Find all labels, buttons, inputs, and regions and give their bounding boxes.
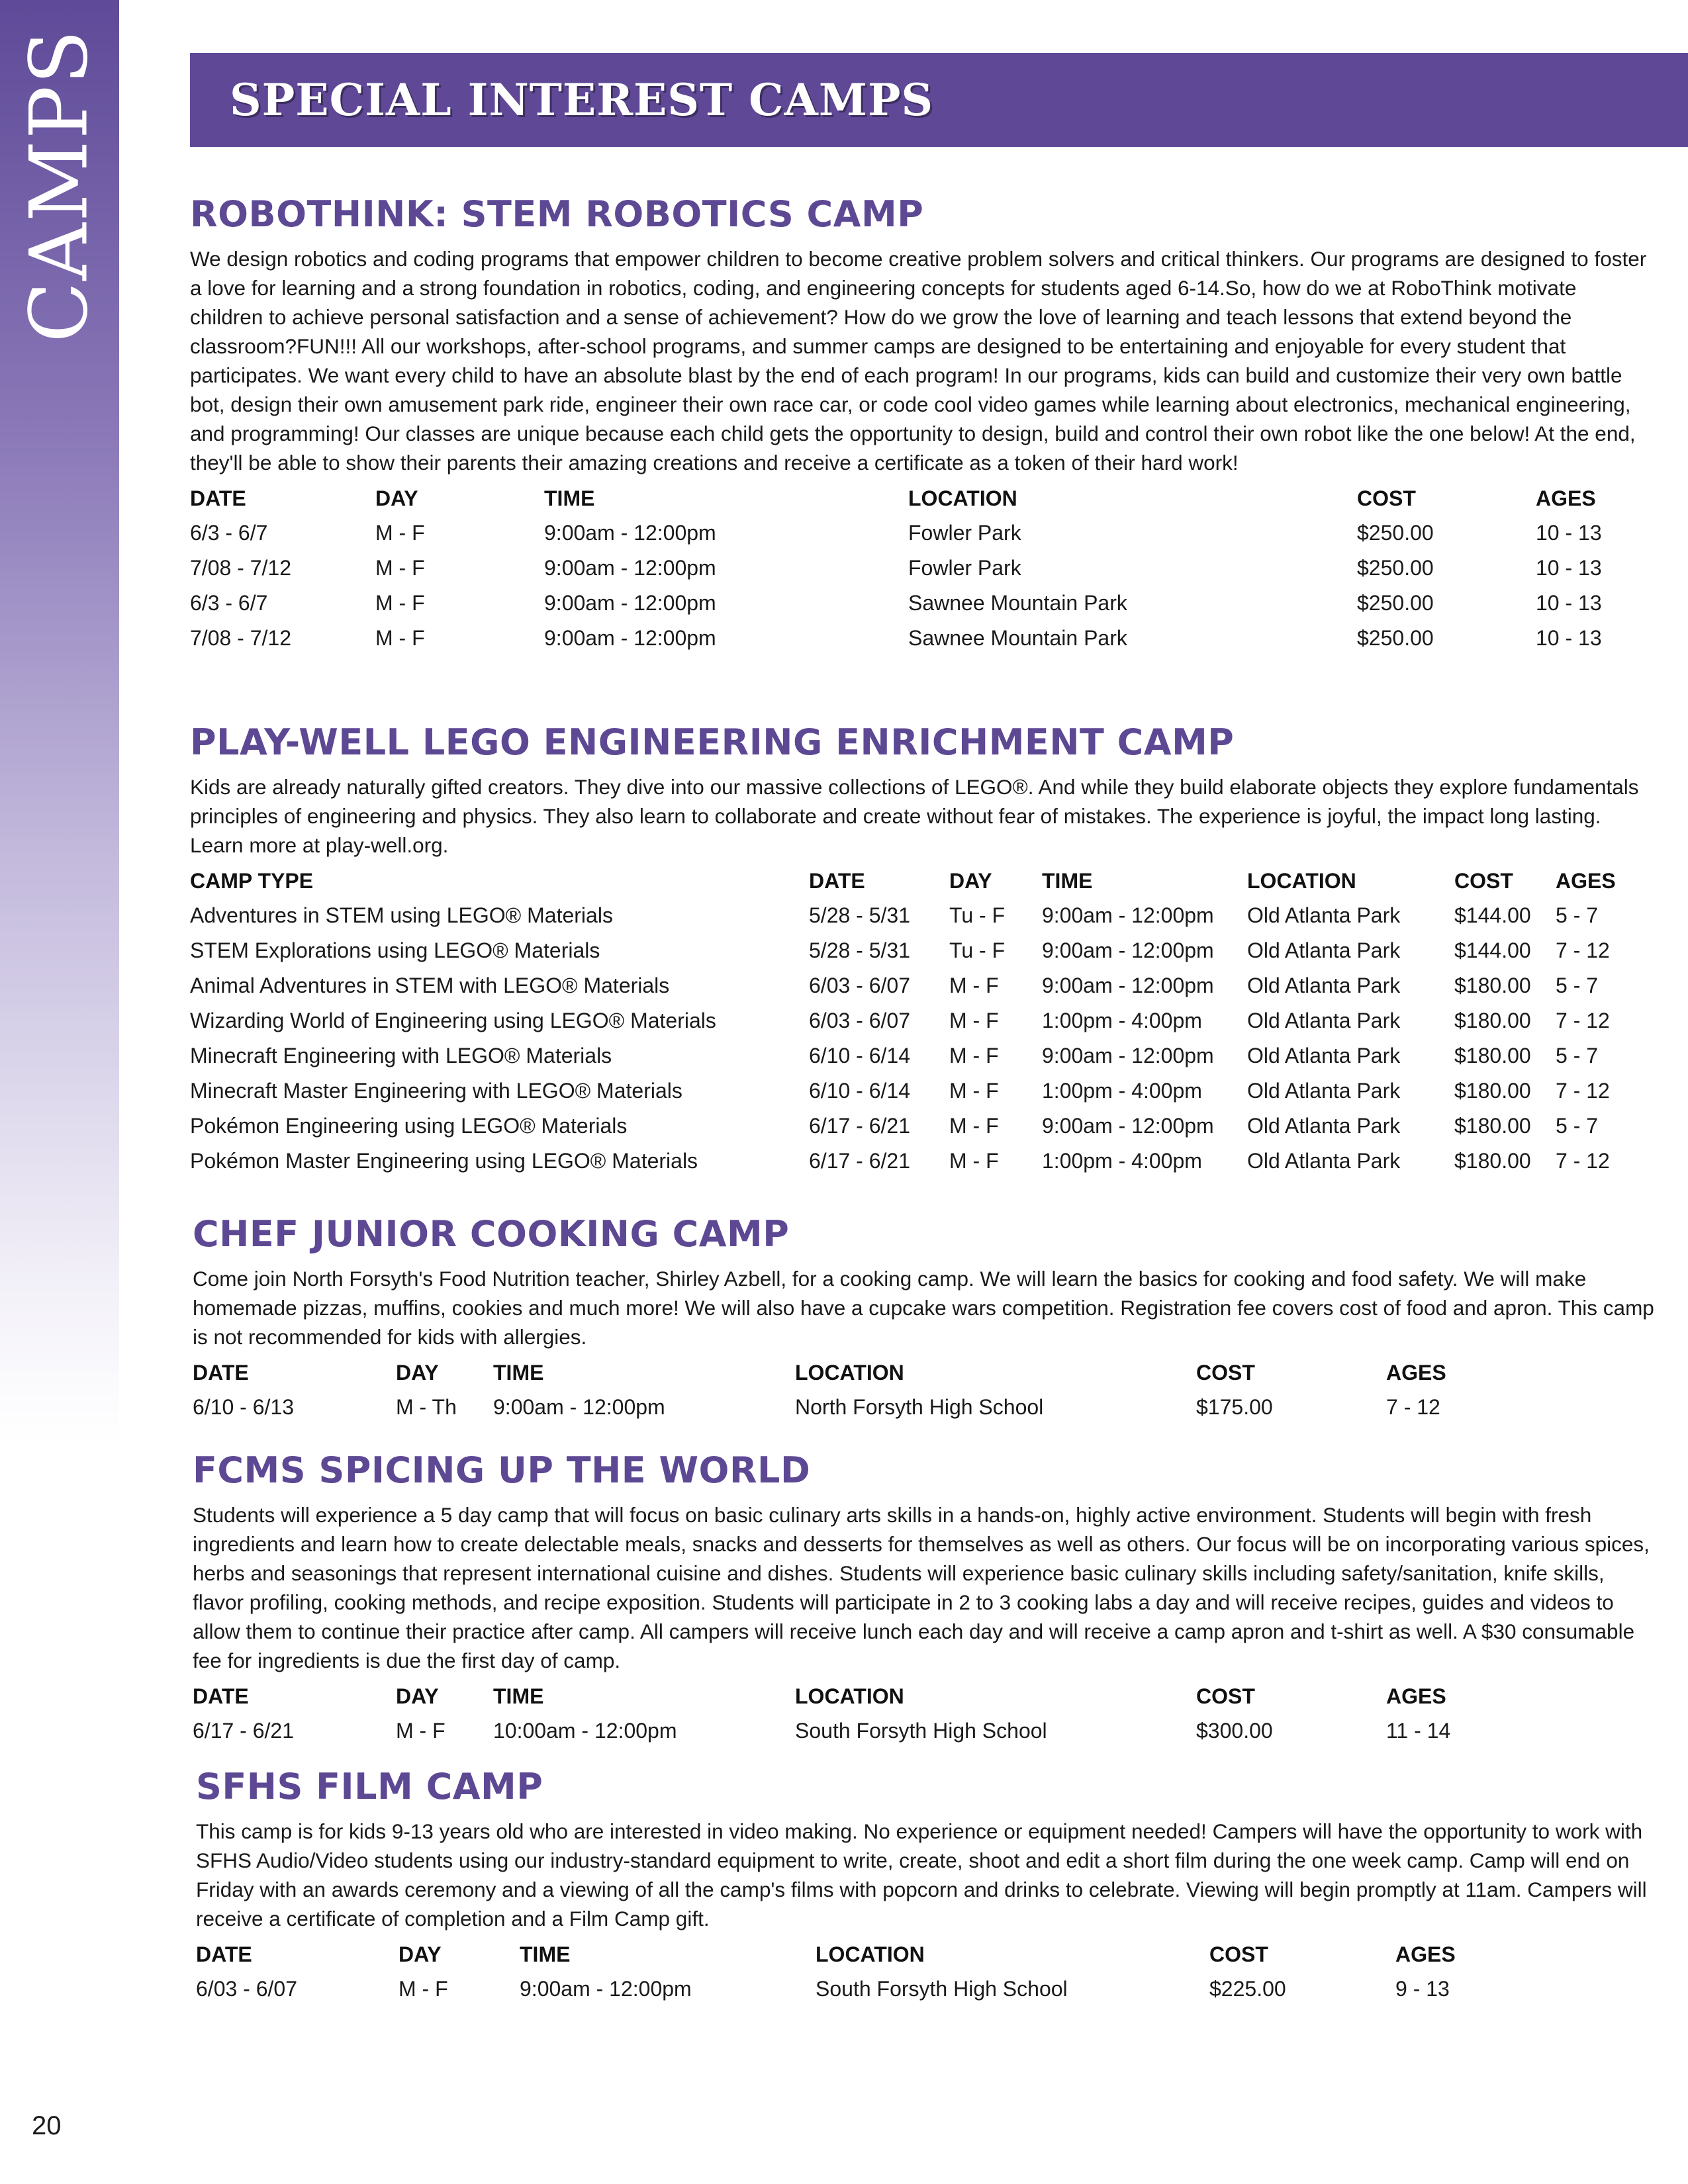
column-header: AGES (1386, 1684, 1446, 1708)
section-film (196, 1766, 1655, 2007)
column-header: LOCATION (795, 1360, 904, 1385)
table-header-row (196, 1937, 1655, 1972)
table-cell: 9 - 13 (1395, 1977, 1450, 2001)
table-cell: 7 - 12 (1556, 938, 1610, 962)
column-header: DAY (949, 868, 992, 893)
column-header: LOCATION (908, 486, 1017, 510)
table-cell: 9:00am - 12:00pm (1042, 974, 1214, 997)
table-cell: 5 - 7 (1556, 1114, 1599, 1138)
column-header: COST (1209, 1942, 1268, 1966)
table-cell: $175.00 (1196, 1395, 1273, 1419)
table-row (190, 586, 1655, 621)
table-cell: 5 - 7 (1556, 1044, 1599, 1068)
page-title: SPECIAL INTEREST CAMPS (230, 74, 934, 126)
table-cell: 6/3 - 6/7 (190, 521, 268, 545)
table-cell: 5 - 7 (1556, 903, 1599, 927)
table-cell: 6/03 - 6/07 (809, 1009, 910, 1032)
table-cell: $144.00 (1454, 938, 1531, 962)
table-row (193, 1713, 1658, 1749)
table-cell: Old Atlanta Park (1247, 1079, 1401, 1103)
table-cell: Pokémon Master Engineering using LEGO® Materials (190, 1149, 698, 1173)
table-cell: 9:00am - 12:00pm (493, 1395, 665, 1419)
table-row (190, 1073, 1655, 1109)
table-row (193, 1390, 1658, 1425)
table-row (196, 1972, 1655, 2007)
table-cell: $225.00 (1209, 1977, 1286, 2001)
table-cell: Tu - F (949, 938, 1006, 962)
column-header: TIME (1042, 868, 1093, 893)
sidebar (0, 0, 119, 1443)
table-row (190, 516, 1655, 551)
column-header: TIME (544, 486, 595, 510)
column-header: TIME (493, 1684, 544, 1708)
table-row (190, 933, 1655, 968)
table-cell: 6/17 - 6/21 (809, 1149, 910, 1173)
table-cell: M - F (949, 974, 999, 997)
table-cell: 10 - 13 (1536, 626, 1602, 650)
page-number: 20 (32, 2111, 62, 2140)
table-cell: North Forsyth High School (795, 1395, 1044, 1419)
table-cell: Animal Adventures in STEM with LEGO® Materials (190, 974, 670, 997)
table-row (190, 898, 1655, 933)
section-fcms (193, 1449, 1658, 1749)
table-cell: 6/10 - 6/14 (809, 1079, 910, 1103)
column-header: COST (1357, 486, 1416, 510)
table-cell: 7 - 12 (1386, 1395, 1440, 1419)
table-cell: 7 - 12 (1556, 1079, 1610, 1103)
table-cell: 9:00am - 12:00pm (1042, 903, 1214, 927)
table-cell: 11 - 14 (1386, 1719, 1451, 1743)
section-description: Students will experience a 5 day camp that will focus on basic culinary arts skills in a hands-on, highly active environment. Students will begin with fresh ingredients and learn how to create delectable meals, snacks and desserts for themselves as well as others. Our focus will be on incorporating various spices, herbs and seasonings that represent international cuisine and dishes. Students will experience basic culinary skills including safety/sanitation, knife skills, flavor profiling, cooking methods, and recipe exposition. Students will participate in 2 to 3 cooking labs a day and will receive recipes, guides and videos to allow them to continue their practice after camp. All campers will receive lunch each day and will receive a camp apron and t-shirt as well. A $30 consumable fee for ingredients is due the first day of camp. (193, 1503, 1650, 1672)
column-header: DATE (809, 868, 865, 893)
table-cell: $250.00 (1357, 521, 1434, 545)
table-cell: M - F (949, 1044, 999, 1068)
table-row (190, 968, 1655, 1003)
table-header-row (193, 1355, 1658, 1390)
table-cell: 9:00am - 12:00pm (544, 521, 716, 545)
table-cell: $180.00 (1454, 1114, 1531, 1138)
table-cell: 6/10 - 6/13 (193, 1395, 294, 1419)
table-cell: Adventures in STEM using LEGO® Materials (190, 903, 613, 927)
table-cell: 7/08 - 7/12 (190, 626, 291, 650)
column-header: TIME (520, 1942, 571, 1966)
table-cell: $250.00 (1357, 556, 1434, 580)
table-cell: $300.00 (1196, 1719, 1273, 1743)
table-cell: M - F (375, 591, 425, 615)
table-cell: 5 - 7 (1556, 974, 1599, 997)
table-cell: M - Th (396, 1395, 457, 1419)
table-cell: 5/28 - 5/31 (809, 903, 910, 927)
table-cell: 6/17 - 6/21 (193, 1719, 294, 1743)
column-header: COST (1454, 868, 1513, 893)
table-cell: 1:00pm - 4:00pm (1042, 1009, 1202, 1032)
table-cell: $250.00 (1357, 591, 1434, 615)
table-cell: M - F (399, 1977, 448, 2001)
column-header: COST (1196, 1684, 1255, 1708)
table-header-row (190, 864, 1655, 898)
table-cell: Wizarding World of Engineering using LEGO® Materials (190, 1009, 716, 1032)
table-cell: 9:00am - 12:00pm (1042, 1114, 1214, 1138)
table-cell: M - F (375, 626, 425, 650)
section-playwell (190, 721, 1655, 1179)
table-header-row (190, 481, 1655, 516)
table-cell: Tu - F (949, 903, 1006, 927)
column-header: TIME (493, 1360, 544, 1385)
column-header: COST (1196, 1360, 1255, 1385)
table-row (190, 1003, 1655, 1038)
schedule-table (196, 1937, 1655, 2007)
table-cell: M - F (396, 1719, 445, 1743)
column-header: DAY (396, 1360, 439, 1385)
table-cell: Old Atlanta Park (1247, 1009, 1401, 1032)
section-title: SFHS FILM CAMP (196, 1766, 543, 1807)
section-robothink (190, 193, 1655, 656)
table-cell: Old Atlanta Park (1247, 903, 1401, 927)
table-cell: $144.00 (1454, 903, 1531, 927)
table-row (190, 1038, 1655, 1073)
column-header: AGES (1536, 486, 1596, 510)
table-cell: 5/28 - 5/31 (809, 938, 910, 962)
table-cell: 7/08 - 7/12 (190, 556, 291, 580)
table-cell: Old Atlanta Park (1247, 938, 1401, 962)
section-title: CHEF JUNIOR COOKING CAMP (193, 1213, 790, 1255)
column-header: AGES (1395, 1942, 1456, 1966)
table-cell: Sawnee Mountain Park (908, 591, 1127, 615)
table-row (190, 1144, 1655, 1179)
column-header: DATE (196, 1942, 252, 1966)
table-cell: 1:00pm - 4:00pm (1042, 1149, 1202, 1173)
column-header: DATE (190, 486, 246, 510)
table-cell: M - F (375, 556, 425, 580)
table-cell: $250.00 (1357, 626, 1434, 650)
table-cell: 6/10 - 6/14 (809, 1044, 910, 1068)
table-header-row (193, 1679, 1658, 1713)
table-cell: Old Atlanta Park (1247, 974, 1401, 997)
table-cell: M - F (949, 1149, 999, 1173)
table-cell: 9:00am - 12:00pm (520, 1977, 692, 2001)
column-header: LOCATION (816, 1942, 925, 1966)
section-description: We design robotics and coding programs that empower children to become creative problem solvers and critical thinkers. Our programs are designed to foster a love for learning and a strong foundation in robotics, coding, and engineering concepts for students aged 6-14.So, how do we at RoboThink motivate children to achieve personal satisfaction and a sense of achievement? How do we grow the love of learning and teach lessons that extend beyond the classroom?FUN!!! All our workshops, after-school programs, and summer camps are designed to be entertaining and enjoyable for every student that participates. We want every child to have an absolute blast by the end of each program! In our programs, kids can build and customize their very own battle bot, design their own amusement park ride, engineer their own race car, or code cool video games while learning about electronics, mechanical engineering, and programming! Our classes are unique because each child gets the opportunity to design, build and control their own robot like the one below! At the end, they'll be able to show their parents their amazing creations and receive a certificate as a token of their hard work! (190, 247, 1647, 475)
table-cell: Old Atlanta Park (1247, 1044, 1401, 1068)
column-header: LOCATION (1247, 868, 1356, 893)
table-row (190, 1109, 1655, 1144)
page-banner (190, 53, 1688, 147)
table-cell: South Forsyth High School (795, 1719, 1047, 1743)
table-cell: 9:00am - 12:00pm (544, 591, 716, 615)
table-cell: $180.00 (1454, 1149, 1531, 1173)
schedule-table (193, 1679, 1658, 1749)
column-header: DATE (193, 1684, 249, 1708)
table-cell: Fowler Park (908, 521, 1021, 545)
table-cell: Minecraft Master Engineering with LEGO® Materials (190, 1079, 682, 1103)
sidebar-label: CAMPS (13, 28, 106, 343)
table-cell: Old Atlanta Park (1247, 1114, 1401, 1138)
table-cell: 10 - 13 (1536, 556, 1602, 580)
table-cell: South Forsyth High School (816, 1977, 1068, 2001)
table-cell: 6/3 - 6/7 (190, 591, 268, 615)
table-cell: Old Atlanta Park (1247, 1149, 1401, 1173)
schedule-table (190, 864, 1655, 1179)
section-chef-junior (193, 1213, 1658, 1425)
table-cell: 1:00pm - 4:00pm (1042, 1079, 1202, 1103)
section-description: Kids are already naturally gifted creators. They dive into our massive collections of LEGO®. And while they build elaborate objects they explore fundamentals principles of engineering and physics. They also learn to collaborate and create without fear of mistakes. The experience is joyful, the impact long lasting. Learn more at play-well.org. (190, 775, 1639, 857)
column-header: CAMP TYPE (190, 868, 314, 893)
table-cell: 6/17 - 6/21 (809, 1114, 910, 1138)
column-header: DAY (375, 486, 418, 510)
table-cell: 6/03 - 6/07 (809, 974, 910, 997)
section-title: FCMS SPICING UP THE WORLD (193, 1449, 811, 1491)
section-description: This camp is for kids 9-13 years old who are interested in video making. No experience or equipment needed! Campers will have the opportunity to work with SFHS Audio/Video students using our industry-standard equipment to write, create, shoot and edit a short film during the one week camp. Camp will end on Friday with an awards ceremony and a viewing of all the camp's films with popcorn and drinks to celebrate. Viewing will begin promptly at 11am. Campers will receive a certificate of completion and a Film Camp gift. (196, 1819, 1647, 1931)
column-header: AGES (1386, 1360, 1446, 1385)
table-cell: M - F (375, 521, 425, 545)
table-cell: 7 - 12 (1556, 1149, 1610, 1173)
table-cell: 10 - 13 (1536, 591, 1602, 615)
column-header: DATE (193, 1360, 249, 1385)
table-cell: M - F (949, 1079, 999, 1103)
table-row (190, 621, 1655, 656)
table-cell: Sawnee Mountain Park (908, 626, 1127, 650)
table-cell: $180.00 (1454, 1079, 1531, 1103)
table-cell: 10:00am - 12:00pm (493, 1719, 677, 1743)
column-header: AGES (1556, 868, 1616, 893)
table-cell: 9:00am - 12:00pm (1042, 938, 1214, 962)
section-title: PLAY-WELL LEGO ENGINEERING ENRICHMENT CAMP (190, 721, 1235, 763)
column-header: LOCATION (795, 1684, 904, 1708)
table-cell: Fowler Park (908, 556, 1021, 580)
table-cell: Pokémon Engineering using LEGO® Materials (190, 1114, 628, 1138)
table-cell: $180.00 (1454, 1044, 1531, 1068)
sidebar-label-wrap (0, 0, 119, 371)
table-cell: 9:00am - 12:00pm (544, 556, 716, 580)
section-description: Come join North Forsyth's Food Nutrition teacher, Shirley Azbell, for a cooking camp. We will learn the basics for cooking and food safety. We will make homemade pizzas, muffins, cookies and much more! We will also have a cupcake wars competition. Registration fee covers cost of food and apron. This camp is not recommended for kids with allergies. (193, 1267, 1654, 1349)
column-header: DAY (396, 1684, 439, 1708)
table-cell: 7 - 12 (1556, 1009, 1610, 1032)
table-cell: 10 - 13 (1536, 521, 1602, 545)
table-cell: Minecraft Engineering with LEGO® Materials (190, 1044, 612, 1068)
table-cell: $180.00 (1454, 974, 1531, 997)
table-cell: 9:00am - 12:00pm (544, 626, 716, 650)
table-cell: $180.00 (1454, 1009, 1531, 1032)
schedule-table (190, 481, 1655, 656)
table-cell: STEM Explorations using LEGO® Materials (190, 938, 600, 962)
table-row (190, 551, 1655, 586)
table-cell: M - F (949, 1009, 999, 1032)
table-cell: M - F (949, 1114, 999, 1138)
section-title: ROBOTHINK: STEM ROBOTICS CAMP (190, 193, 924, 235)
schedule-table (193, 1355, 1658, 1425)
table-cell: 6/03 - 6/07 (196, 1977, 297, 2001)
table-cell: 9:00am - 12:00pm (1042, 1044, 1214, 1068)
column-header: DAY (399, 1942, 442, 1966)
